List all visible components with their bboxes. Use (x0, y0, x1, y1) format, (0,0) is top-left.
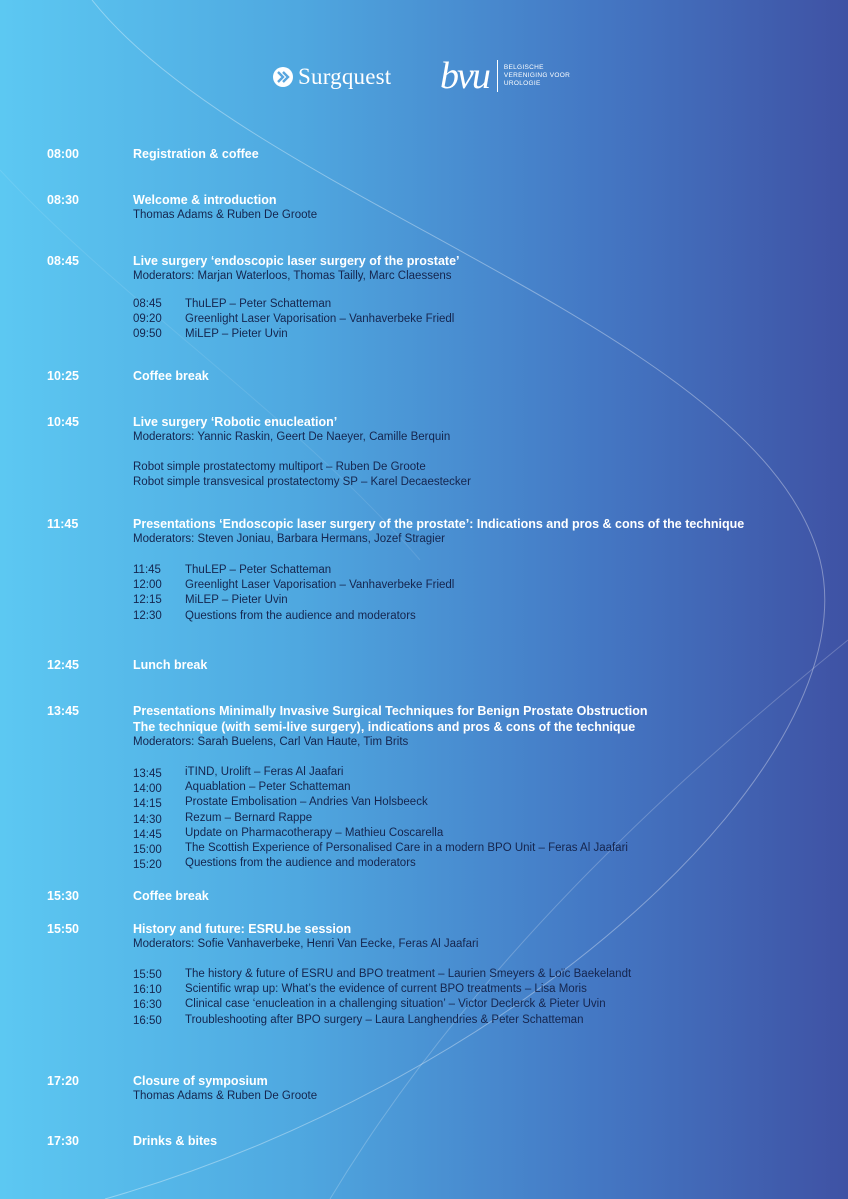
talk-title: The history & future of ESRU and BPO treatment – Laurien Smeyers & Loïc Baekelandt (185, 968, 632, 980)
talk-row (133, 826, 833, 841)
talk-time: 15:20 (133, 859, 162, 872)
talk-row (133, 780, 833, 795)
talk-title: MiLEP – Pieter Uvin (185, 328, 288, 341)
talk-row (133, 609, 833, 624)
talk-title: Prostate Embolisation – Andries Van Holsbeeck (185, 796, 428, 809)
talk-row (133, 327, 833, 342)
talk-time: 16:10 (133, 984, 162, 997)
talk-title: Questions from the audience and moderators (185, 609, 416, 622)
talk-time: 12:30 (133, 609, 162, 622)
talk-time: 14:45 (133, 828, 162, 841)
session-title: Registration & coffee (133, 147, 259, 161)
talk-time: 13:45 (133, 768, 162, 780)
bvu-full-name (504, 64, 570, 88)
talk-row (133, 578, 833, 593)
session-speakers: Thomas Adams & Ruben De Groote (133, 1090, 318, 1102)
session-title: Welcome & introduction (133, 193, 277, 207)
session-time: 15:50 (47, 922, 79, 936)
talk-row (133, 593, 833, 608)
talk-title: Greenlight Laser Vaporisation – Vanhaverbeke Friedl (185, 579, 455, 592)
session-title: Presentations ‘Endoscopic laser surgery of the prostate’: Indications and pros & cons of the technique (133, 517, 745, 531)
talk-time: 14:15 (133, 798, 162, 811)
session-title: Live surgery ‘endoscopic laser surgery of the prostate’ (133, 254, 460, 268)
logo-bar (0, 56, 848, 100)
surgquest-logo (272, 64, 391, 90)
session-time: 08:00 (47, 147, 79, 161)
talk-title: Clinical case ‘enucleation in a challenging situation’ – Victor Declerck & Pieter Uvin (185, 998, 606, 1011)
talk-row (133, 997, 833, 1012)
talk-row (133, 967, 833, 982)
talk-title: Greenlight Laser Vaporisation – Vanhaverbeke Friedl (185, 313, 455, 326)
talk-title: Rezum – Bernard Rappe (185, 811, 313, 824)
session-time: 11:45 (47, 517, 79, 531)
session-title: Lunch break (133, 658, 208, 672)
talk-title: iTIND, Urolift – Feras Al Jaafari (185, 766, 344, 778)
session-subtitle: The technique (with semi-live surgery), indications and pros & cons of the technique (133, 720, 636, 734)
bvu-name-line: BELGISCHE (503, 64, 544, 71)
bvu-separator (497, 60, 498, 92)
talk-row (133, 1013, 833, 1028)
talk-row (133, 811, 833, 826)
bvu-logo (440, 56, 570, 96)
session-title: Coffee break (133, 889, 209, 903)
session-title: History and future: ESRU.be session (133, 922, 352, 936)
talk-time: 15:00 (133, 843, 162, 856)
session-moderators: Moderators: Steven Joniau, Barbara Hermans, Jozef Stragier (133, 533, 445, 545)
talk-title: Scientific wrap up: What’s the evidence of current BPO treatments – Lisa Moris (185, 983, 587, 996)
session-title: Live surgery ‘Robotic enucleation’ (133, 415, 338, 429)
session-item: Robot simple prostatectomy multiport – Ruben De Groote (133, 461, 426, 473)
talk-row (133, 795, 833, 810)
talk-title: Update on Pharmacotherapy – Mathieu Coscarella (185, 826, 444, 839)
talk-time: 16:30 (133, 999, 162, 1012)
talk-time: 08:45 (133, 298, 162, 310)
talk-row (133, 765, 833, 780)
talk-row (133, 856, 833, 871)
session-time: 10:45 (47, 415, 79, 429)
session-time: 10:25 (47, 369, 79, 383)
session-time: 17:20 (47, 1074, 79, 1088)
talk-title: MiLEP – Pieter Uvin (185, 594, 288, 607)
talk-time: 11:45 (133, 564, 161, 576)
session-time: 08:45 (47, 254, 79, 268)
bvu-name-line: VERENIGING VOOR (503, 72, 571, 79)
session-time: 12:45 (47, 658, 79, 672)
session-time: 17:30 (47, 1134, 79, 1148)
session-time: 13:45 (47, 704, 79, 718)
talk-title: ThuLEP – Peter Schatteman (185, 298, 332, 310)
session-title: Closure of symposium (133, 1074, 268, 1088)
session-title: Coffee break (133, 369, 209, 383)
surgquest-chevron-icon (272, 66, 294, 88)
bvu-wordmark: bvu (440, 55, 489, 97)
talk-title: ThuLEP – Peter Schatteman (185, 564, 332, 576)
session-moderators: Moderators: Yannic Raskin, Geert De Naeyer, Camille Berquin (133, 431, 451, 443)
session-item: Robot simple transvesical prostatectomy SP – Karel Decaestecker (133, 476, 471, 489)
talk-row (133, 297, 833, 312)
session-moderators: Moderators: Sarah Buelens, Carl Van Haute, Tim Brits (133, 736, 409, 748)
talk-title: The Scottish Experience of Personalised Care in a modern BPO Unit – Feras Al Jaafari (185, 841, 628, 854)
talk-row (133, 312, 833, 327)
talk-title: Troubleshooting after BPO surgery – Laura Langhendries & Peter Schatteman (185, 1013, 584, 1026)
talk-time: 12:15 (133, 594, 162, 607)
session-title: Drinks & bites (133, 1134, 218, 1148)
talk-time: 14:00 (133, 783, 162, 796)
talk-title: Questions from the audience and moderators (185, 857, 416, 870)
talk-time: 09:20 (133, 313, 162, 326)
session-moderators: Moderators: Sofie Vanhaverbeke, Henri Van Eecke, Feras Al Jaafari (133, 938, 479, 950)
session-time: 08:30 (47, 193, 79, 207)
session-moderators: Moderators: Marjan Waterloos, Thomas Tailly, Marc Claessens (133, 270, 452, 282)
surgquest-wordmark: Surgquest (298, 64, 392, 89)
session-title: Presentations Minimally Invasive Surgical Techniques for Benign Prostate Obstruction (133, 704, 648, 718)
talk-row (133, 982, 833, 997)
talk-time: 16:50 (133, 1014, 162, 1027)
talk-time: 15:50 (133, 969, 162, 981)
talk-row (133, 841, 833, 856)
talk-row (133, 563, 833, 578)
talk-time: 09:50 (133, 328, 162, 341)
session-time: 15:30 (47, 889, 79, 903)
talk-title: Aquablation – Peter Schatteman (185, 781, 351, 794)
talk-time: 14:30 (133, 813, 162, 826)
talk-time: 12:00 (133, 579, 162, 592)
bvu-name-line: UROLOGIE (503, 80, 541, 87)
session-speakers: Thomas Adams & Ruben De Groote (133, 209, 318, 221)
